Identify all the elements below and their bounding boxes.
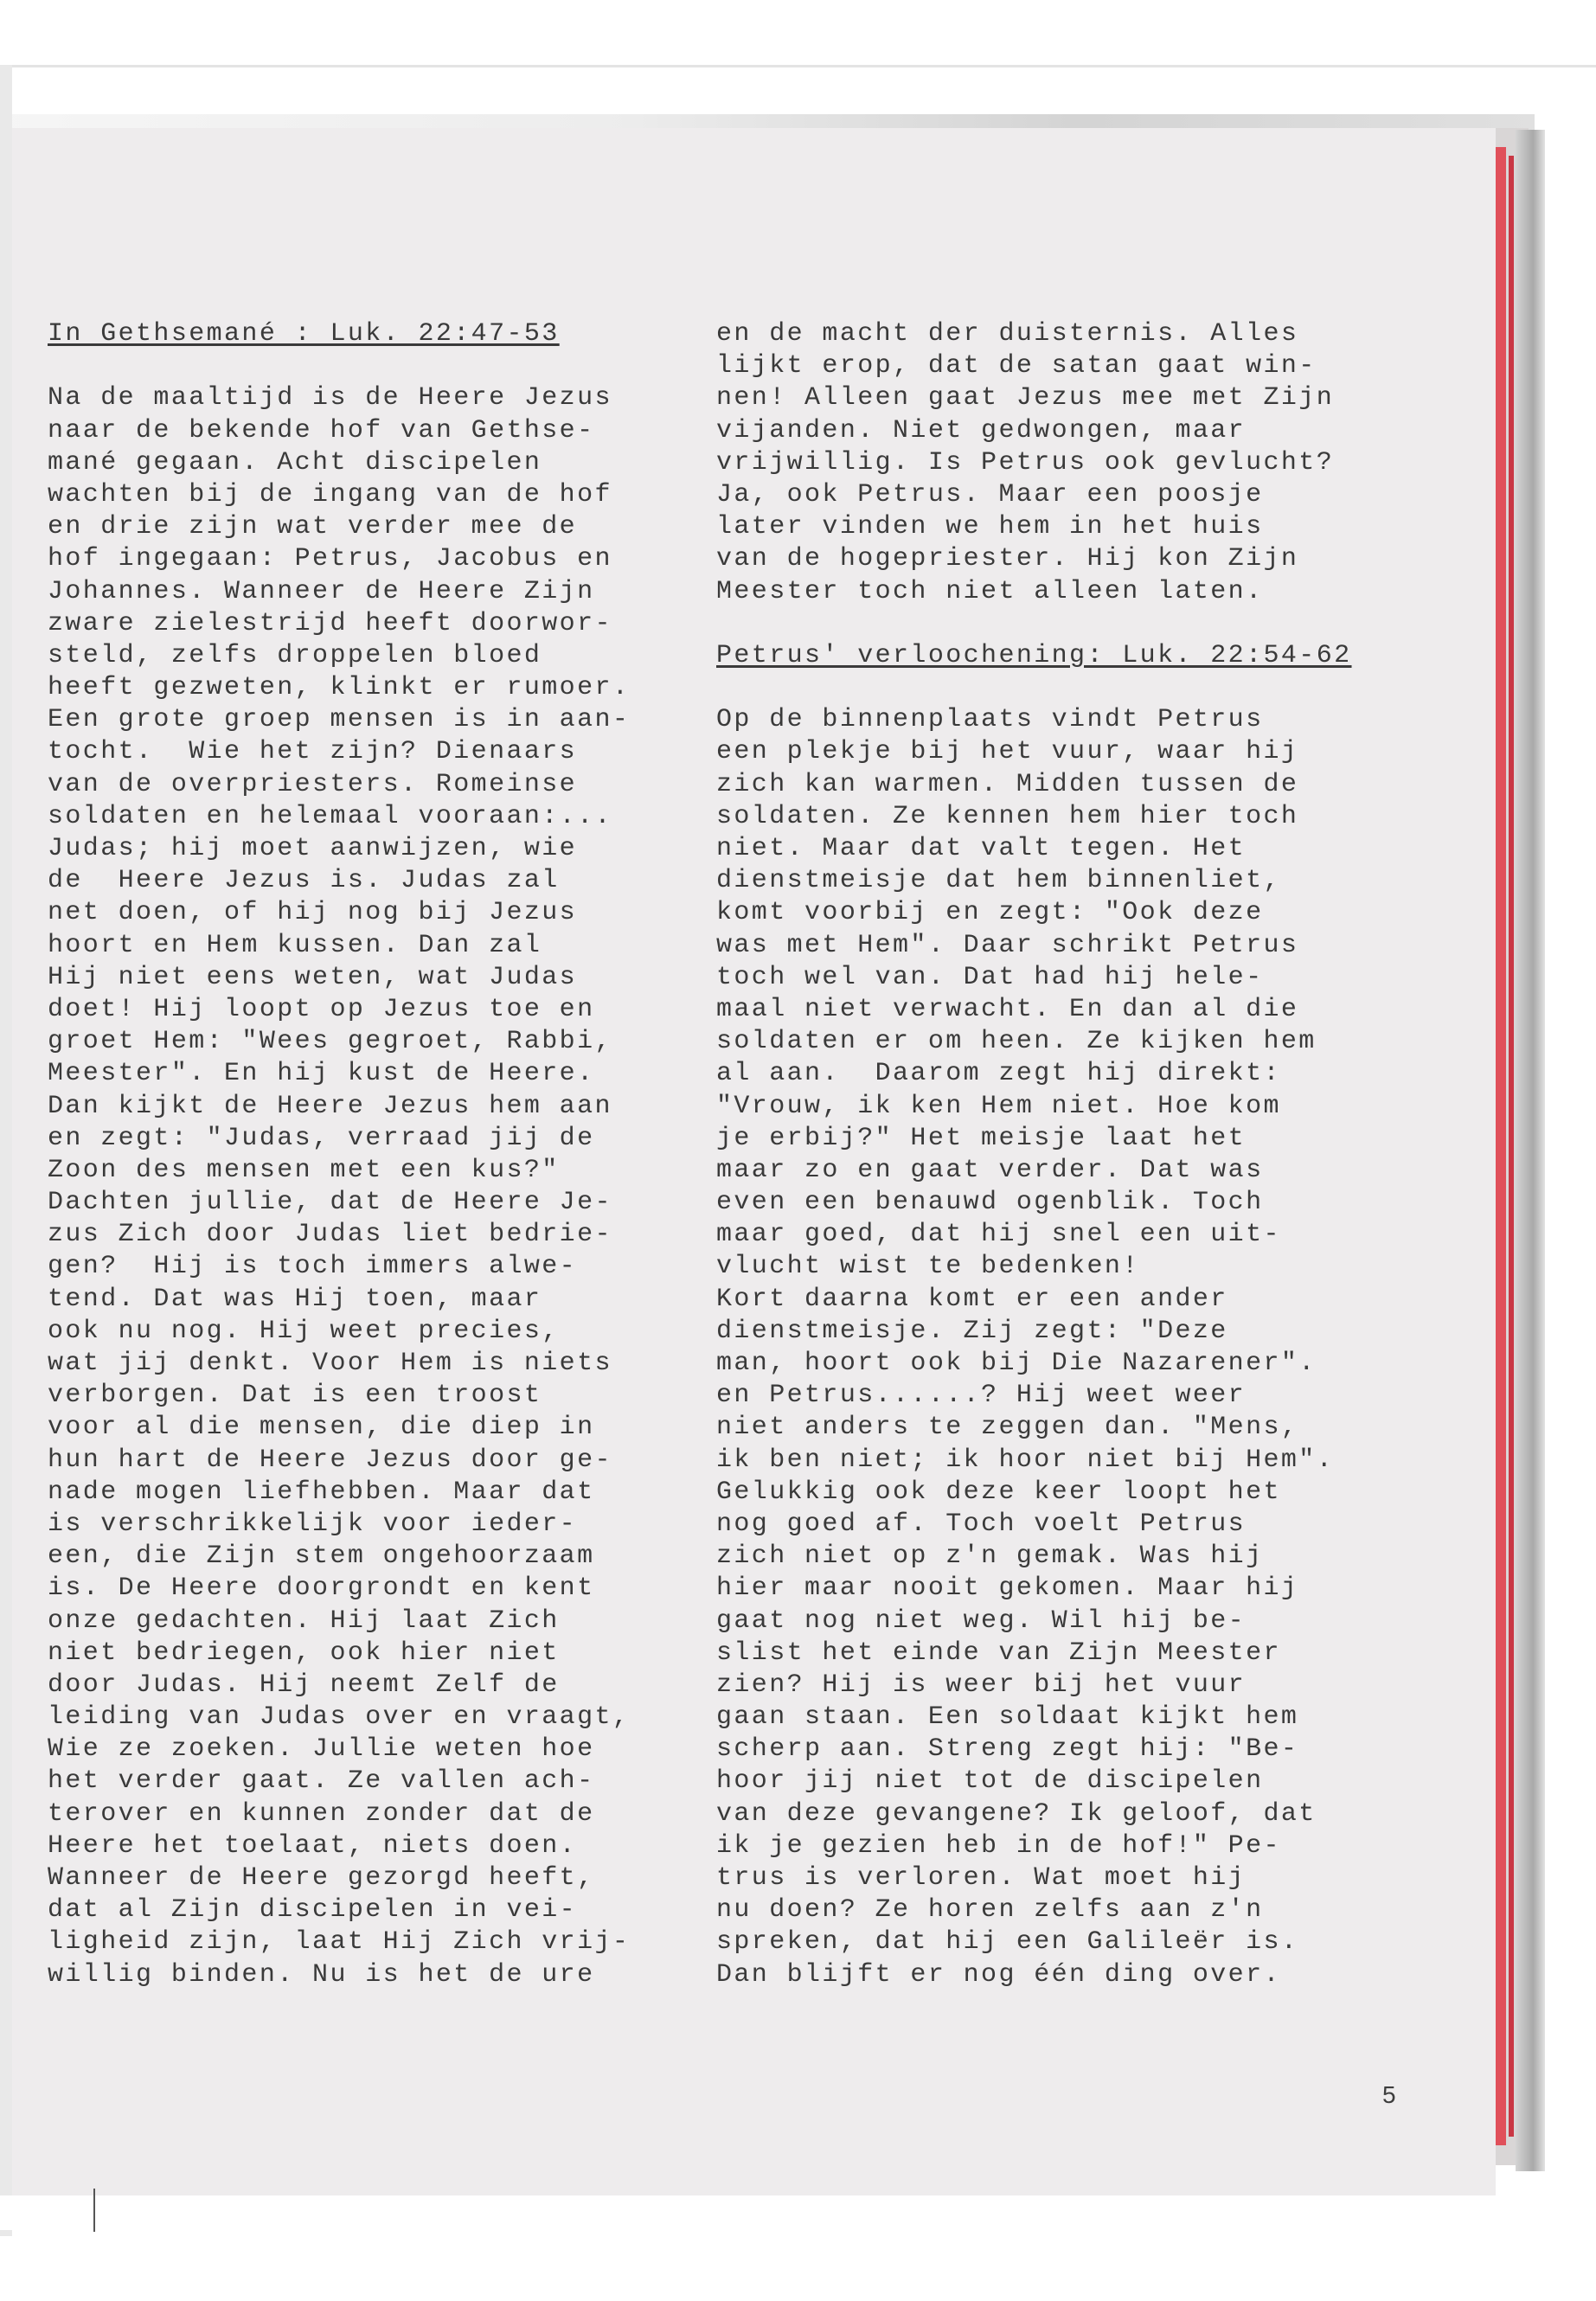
text-line: ik ben niet; ik hoor niet bij Hem". (716, 1445, 1335, 1475)
text-line: was met Hem". Daar schrikt Petrus (716, 930, 1299, 960)
text-line: Dan blijft er nog één ding over. (716, 1959, 1281, 1990)
text-line: willig binden. Nu is het de ure (48, 1959, 595, 1990)
text-line: Johannes. Wanneer de Heere Zijn (48, 576, 595, 606)
text-line: nu doen? Ze horen zelfs aan z'n (716, 1895, 1264, 1926)
text-line: gaat nog niet weg. Wil hij be- (716, 1606, 1247, 1636)
text-line: toch wel van. Dat had hij hele- (716, 962, 1264, 992)
text-line: nen! Alleen gaat Jezus mee met Zijn (716, 383, 1335, 413)
text-line: door Judas. Hij neemt Zelf de (48, 1670, 560, 1700)
text-line: nog goed af. Toch voelt Petrus (716, 1509, 1247, 1539)
text-line: niet. Maar dat valt tegen. Het (716, 834, 1247, 864)
right-column-body-top (716, 318, 1382, 608)
text-line: scherp aan. Streng zegt hij: "Be- (716, 1734, 1299, 1765)
text-line: hier maar nooit gekomen. Maar hij (716, 1574, 1299, 1604)
text-line: zich kan warmen. Midden tussen de (716, 769, 1299, 799)
text-line: komt voorbij en zegt: "Ook deze (716, 898, 1264, 928)
text-line: niet bedriegen, ook hier niet (48, 1638, 560, 1668)
text-line: terover en kunnen zonder dat de (48, 1798, 595, 1829)
text-line: even een benauwd ogenblik. Toch (716, 1188, 1264, 1218)
text-line: trus is verloren. Wat moet hij (716, 1863, 1247, 1894)
text-line: verborgen. Dat is een troost (48, 1381, 542, 1411)
text-line: hof ingegaan: Petrus, Jacobus en (48, 544, 612, 574)
text-line: voor al die mensen, die diep in (48, 1413, 595, 1443)
text-line: zien? Hij is weer bij het vuur (716, 1670, 1247, 1700)
text-line: en drie zijn wat verder mee de (48, 512, 578, 542)
text-line: en Petrus......? Hij weet weer (716, 1381, 1247, 1411)
section-heading-gethsemane: In Gethsemané : Luk. 22:47-53 (48, 319, 560, 349)
text-line: mané gegaan. Acht discipelen (48, 447, 542, 478)
text-line: ligheid zijn, laat Hij Zich vrij- (48, 1927, 631, 1958)
text-line: maar zo en gaat verder. Dat was (716, 1155, 1264, 1185)
text-line: Na de maaltijd is de Heere Jezus (48, 383, 612, 413)
text-line: Judas; hij moet aanwijzen, wie (48, 834, 578, 864)
text-line: vlucht wist te bedenken! (716, 1252, 1140, 1282)
text-line: dienstmeisje dat hem binnenliet, (716, 866, 1281, 896)
text-line: Op de binnenplaats vindt Petrus (716, 705, 1264, 735)
text-line: leiding van Judas over en vraagt, (48, 1702, 631, 1733)
text-line: Wie ze zoeken. Jullie weten hoe (48, 1734, 595, 1765)
text-line: ook nu nog. Hij weet precies, (48, 1316, 560, 1346)
text-line: van de hogepriester. Hij kon Zijn (716, 544, 1299, 574)
text-line: soldaten en helemaal vooraan:... (48, 801, 612, 831)
text-line: gen? Hij is toch immers alwe- (48, 1252, 578, 1282)
text-line: man, hoort ook bij Die Nazarener". (716, 1349, 1317, 1379)
scan-edge-left (0, 65, 12, 2236)
text-line: naar de bekende hof van Gethse- (48, 415, 595, 445)
text-line: vijanden. Niet gedwongen, maar (716, 415, 1247, 445)
text-line: Hij niet eens weten, wat Judas (48, 962, 578, 992)
text-line: dienstmeisje. Zij zegt: "Deze (716, 1316, 1228, 1346)
left-column-body (48, 382, 714, 1990)
text-line: wat jij denkt. Voor Hem is niets (48, 1349, 612, 1379)
text-line: al aan. Daarom zegt hij direkt: (716, 1059, 1281, 1089)
text-line: zich niet op z'n gemak. Was hij (716, 1541, 1264, 1572)
text-line: is. De Heere doorgrondt en kent (48, 1574, 595, 1604)
text-line: slist het einde van Zijn Meester (716, 1638, 1281, 1668)
text-line: gaan staan. Een soldaat kijkt hem (716, 1702, 1299, 1733)
text-line: zware zielestrijd heeft doorwor- (48, 608, 612, 638)
scan-mark (93, 2189, 95, 2232)
text-line: Een grote groep mensen is in aan- (48, 705, 631, 735)
paragraph-gap (48, 350, 714, 382)
text-line: en de macht der duisternis. Alles (716, 319, 1299, 349)
text-line: van de overpriesters. Romeinse (48, 769, 578, 799)
text-line: van deze gevangene? Ik geloof, dat (716, 1798, 1317, 1829)
text-line: onze gedachten. Hij laat Zich (48, 1606, 560, 1636)
text-line: een, die Zijn stem ongehoorzaam (48, 1541, 595, 1572)
text-line: nade mogen liefhebben. Maar dat (48, 1477, 595, 1507)
text-line: vrijwillig. Is Petrus ook gevlucht? (716, 447, 1335, 478)
text-line: steld, zelfs droppelen bloed (48, 640, 542, 670)
left-column (48, 318, 714, 1991)
text-line: doet! Hij loopt op Jezus toe en (48, 994, 595, 1024)
text-line: tend. Dat was Hij toen, maar (48, 1284, 542, 1314)
section-heading-petrus: Petrus' verloochening: Luk. 22:54-62 (716, 640, 1352, 670)
text-line: het verder gaat. Ze vallen ach- (48, 1766, 595, 1797)
paragraph-gap (716, 672, 1382, 704)
red-page-edge-inner (1509, 156, 1514, 2137)
red-page-edge (1496, 147, 1506, 2145)
text-line: net doen, of hij nog bij Jezus (48, 898, 578, 928)
text-line: later vinden we hem in het huis (716, 512, 1264, 542)
scan-edge-top (0, 65, 1596, 67)
scan-bottom-margin (0, 2195, 1596, 2230)
text-line: een plekje bij het vuur, waar hij (716, 737, 1299, 767)
text-line: hoort en Hem kussen. Dan zal (48, 930, 542, 960)
text-line: groet Hem: "Wees gegroet, Rabbi, (48, 1027, 612, 1057)
text-line: Ja, ook Petrus. Maar een poosje (716, 479, 1264, 510)
text-line: tocht. Wie het zijn? Dienaars (48, 737, 578, 767)
text-line: heeft gezweten, klinkt er rumoer. (48, 673, 631, 703)
book-spine-edge (1516, 130, 1545, 2171)
text-line: dat al Zijn discipelen in vei- (48, 1895, 578, 1926)
text-line: zus Zich door Judas liet bedrie- (48, 1220, 612, 1250)
text-line: wachten bij de ingang van de hof (48, 479, 612, 510)
text-line: Heere het toelaat, niets doen. (48, 1830, 578, 1861)
text-line: soldaten er om heen. Ze kijken hem (716, 1027, 1317, 1057)
text-line: de Heere Jezus is. Judas zal (48, 866, 560, 896)
paragraph-gap (716, 608, 1382, 640)
text-line: Zoon des mensen met een kus?" (48, 1155, 560, 1185)
text-line: Kort daarna komt er een ander (716, 1284, 1228, 1314)
text-line: maar goed, dat hij snel een uit- (716, 1220, 1281, 1250)
text-line: Wanneer de Heere gezorgd heeft, (48, 1863, 595, 1894)
text-line: ik je gezien heb in de hof!" Pe- (716, 1830, 1281, 1861)
text-line: maal niet verwacht. En dan al die (716, 994, 1299, 1024)
text-line: lijkt erop, dat de satan gaat win- (716, 351, 1317, 381)
text-line: Dachten jullie, dat de Heere Je- (48, 1188, 612, 1218)
text-line: soldaten. Ze kennen hem hier toch (716, 801, 1299, 831)
text-line: spreken, dat hij een Galileër is. (716, 1927, 1299, 1958)
text-line: "Vrouw, ik ken Hem niet. Hoe kom (716, 1091, 1281, 1121)
text-line: en zegt: "Judas, verraad jij de (48, 1123, 595, 1153)
text-line: Dan kijkt de Heere Jezus hem aan (48, 1091, 612, 1121)
text-line: Meester". En hij kust de Heere. (48, 1059, 595, 1089)
text-line: hoor jij niet tot de discipelen (716, 1766, 1264, 1797)
text-line: niet anders te zeggen dan. "Mens, (716, 1413, 1299, 1443)
text-line: is verschrikkelijk voor ieder- (48, 1509, 578, 1539)
right-column-body-bottom (716, 704, 1382, 1991)
text-line: je erbij?" Het meisje laat het (716, 1123, 1247, 1153)
right-column (716, 318, 1382, 1991)
text-line: Gelukkig ook deze keer loopt het (716, 1477, 1281, 1507)
text-line: Meester toch niet alleen laten. (716, 576, 1264, 606)
text-line: hun hart de Heere Jezus door ge- (48, 1445, 612, 1475)
page-number: 5 (1382, 2081, 1396, 2108)
